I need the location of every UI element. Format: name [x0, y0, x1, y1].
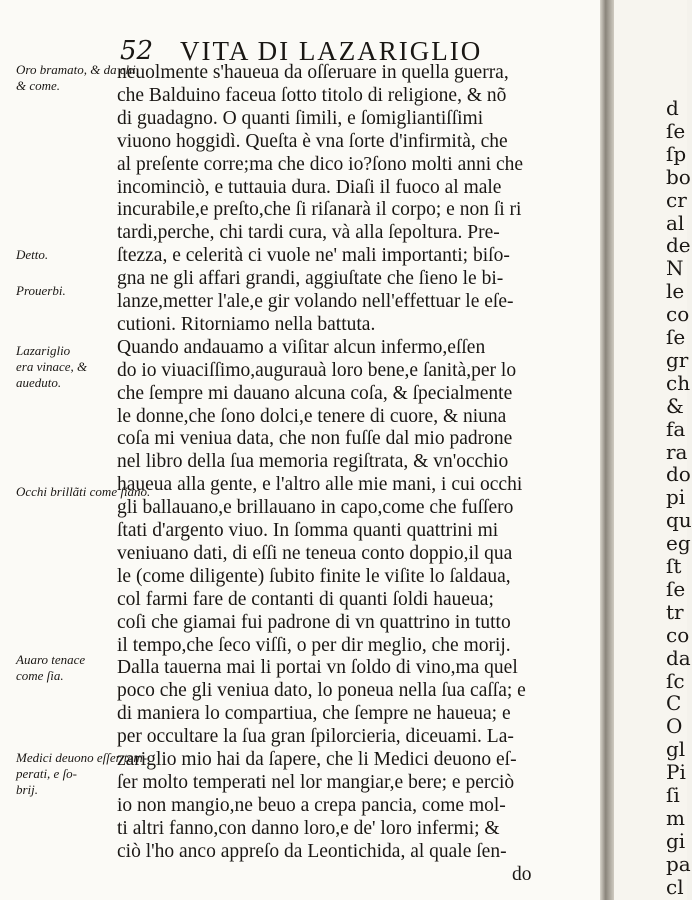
- text-line: lanze,metter l'ale,e gir volando nell'effettuar le eſe-: [117, 291, 514, 312]
- text-line: al preſente corre;ma che dico io?ſono molti anni che: [117, 153, 524, 175]
- next-page-fragment: ra: [666, 439, 688, 464]
- next-page-fragment: gl: [666, 737, 686, 762]
- side-note-line: come ſia.: [16, 668, 64, 683]
- next-page-fragment: tr: [666, 599, 684, 624]
- next-page-fragment: pi: [666, 485, 686, 510]
- text-line: che Balduino faceua ſotto titolo di religione, & nõ: [117, 84, 507, 106]
- side-note: [16, 484, 151, 500]
- text-line: ti altri fanno,con danno loro,e de' loro infermi; &: [117, 817, 500, 839]
- text-line: tardi,perche, chi tardi cura, và alla ſepoltura. Pre-: [117, 222, 500, 244]
- text-line: di maniera lo compartiua, che ſempre ne haueua; e: [117, 703, 511, 725]
- side-note: [16, 247, 116, 263]
- text-line: incurabile,e preſto,che ſi riſanarà il corpo; e non ſi ri: [117, 199, 522, 221]
- next-page-fragment: do: [666, 462, 691, 487]
- text-line: coſi che giamai fui padrone di vn quattrino in tutto: [117, 611, 511, 633]
- next-page-fragment: ſt: [666, 554, 682, 578]
- next-page-fragment: ſe: [666, 576, 686, 601]
- next-page-fragment: Pi: [666, 760, 686, 785]
- next-page-fragment: &: [666, 393, 684, 418]
- text-line: veniuano dati, di eſſi ne teneua conto doppio,il qua: [117, 542, 513, 564]
- next-page-fragment: pa: [666, 851, 691, 876]
- text-line: nel libro della ſua memoria regiſtrata, & vn'occhio: [117, 451, 509, 473]
- text-line: do io viuaciſſimo,augurauà loro bene,e ſanità,per lo: [117, 359, 517, 381]
- side-note-line: Occhi brillãti come ſiano.: [16, 484, 151, 499]
- text-line: cutioni. Ritorniamo nella battuta.: [117, 313, 376, 335]
- text-line: incominciò, e tuttauia dura. Diaſi il fuoco al male: [117, 176, 502, 198]
- next-page-fragment: bo: [666, 164, 691, 189]
- right-page-edge: [614, 0, 692, 900]
- next-page-fragment: ſi: [666, 783, 680, 807]
- side-note-line: brij.: [16, 782, 39, 797]
- next-page-fragment: cr: [666, 187, 687, 212]
- next-page-fragment: m: [666, 805, 685, 830]
- side-note-line: Oro bramato, & da chi,: [16, 62, 140, 77]
- next-page-fragment: gr: [666, 347, 689, 372]
- next-page-fragment: ſe: [666, 118, 686, 143]
- text-line: ſtezza, e celerità ci vuole ne' mali importanti; biſo-: [117, 245, 510, 267]
- text-line: viuono hoggidì. Queſta è vna ſorte d'infirmità, che: [117, 130, 508, 152]
- next-page-fragment: N: [666, 256, 684, 281]
- text-line: coſa mi veniua data, che non fuſſe dal mio padrone: [117, 428, 513, 450]
- text-line: le (come diligente) ſubito finite le viſite lo ſaldaua,: [117, 565, 511, 587]
- text-line: per occultare la ſua gran ſpilorcieria, diceuami. La-: [117, 726, 514, 748]
- next-page-fragment: ſc: [666, 668, 685, 693]
- side-note: [16, 62, 140, 94]
- next-page-fragment: ch: [666, 370, 691, 395]
- side-note: [16, 652, 116, 684]
- next-page-fragment: de: [666, 233, 691, 258]
- side-note-line: Prouerbi.: [16, 283, 66, 298]
- next-page-fragment: ſe: [666, 325, 686, 349]
- text-line: zariglio mio hai da ſapere, che li Medici deuono eſ-: [117, 749, 517, 770]
- side-note: [16, 283, 116, 299]
- side-note-line: Auaro tenace: [16, 652, 86, 667]
- text-line: haueua alla gente, e l'altro alle mie mani, i cui occhi: [117, 474, 523, 496]
- text-line: Dalla tauerna mai li portai vn ſoldo di vino,ma quel: [117, 657, 518, 679]
- next-page-fragment: O: [666, 714, 683, 739]
- next-page-fragment: cl: [666, 874, 684, 899]
- running-title: VITA DI LAZARIGLIO: [180, 36, 483, 66]
- side-note-line: & come.: [16, 78, 61, 93]
- next-page-fragment: da: [666, 645, 691, 670]
- next-page-fragment: fa: [666, 416, 686, 441]
- side-note-line: perati, e ſo-: [16, 766, 78, 781]
- next-page-fragment: gi: [666, 828, 686, 853]
- text-line: ſer molto temperati nel lor mangiar,e bere; e perciò: [117, 771, 515, 793]
- text-line: io non mangio,ne beuo a crepa pancia, come mol-: [117, 794, 506, 816]
- next-page-fragment: al: [666, 210, 685, 235]
- side-note-line: aueduto.: [16, 375, 62, 390]
- book-gutter: [600, 0, 614, 900]
- side-note: [16, 750, 148, 798]
- text-line: col farmi fare de contanti di quanti ſoldi haueua;: [117, 588, 494, 610]
- side-note: [16, 343, 116, 391]
- next-page-fragment: C: [666, 691, 682, 716]
- text-line: che ſempre mi dauano alcuna coſa, & ſpecialmente: [117, 382, 513, 404]
- next-page-fragment: d: [666, 96, 679, 120]
- text-line: Quando andauamo a viſitar alcun infermo,eſſen: [117, 336, 486, 358]
- text-line: ciò l'ho anco appreſo da Leontichida, al quale ſen-: [117, 840, 507, 862]
- next-page-fragment: co: [666, 302, 690, 327]
- text-line: poco che gli veniua dato, lo poneua nella ſua caſſa; e: [117, 680, 526, 702]
- side-note-line: Medici deuono eſſer tem-: [16, 750, 148, 765]
- text-line: ſtati d'argento viuo. In ſomma quanti quattrini mi: [117, 520, 499, 541]
- text-line: di guadagno. O quanti ſimili, e ſomigliantiſſimi: [117, 107, 484, 129]
- side-note-line: era vinace, &: [16, 359, 88, 374]
- page-number: 52: [120, 36, 154, 66]
- side-note-line: Detto.: [16, 247, 49, 262]
- text-line: il tempo,che ſeco viſſi, o per dir meglio, che morij.: [117, 634, 511, 656]
- next-page-fragment: ſp: [666, 141, 687, 166]
- text-line: gli ballauano,e brillauano in capo,come che fuſſero: [117, 497, 514, 519]
- next-page-fragment: co: [666, 622, 690, 647]
- next-page-fragment: eg: [666, 531, 691, 556]
- text-line: gna ne gli affari grandi, aggiuſtate che ſieno le bi-: [117, 268, 504, 290]
- text-line: do: [512, 863, 532, 885]
- text-line: neuolmente s'haueua da oſſeruare in quella guerra,: [117, 62, 509, 83]
- next-page-fragment: qu: [666, 508, 692, 533]
- next-page-fragment: le: [666, 279, 685, 304]
- text-line: le donne,che ſono dolci,e tenere di cuore, & niuna: [117, 405, 507, 427]
- side-note-line: Lazariglio: [16, 343, 71, 358]
